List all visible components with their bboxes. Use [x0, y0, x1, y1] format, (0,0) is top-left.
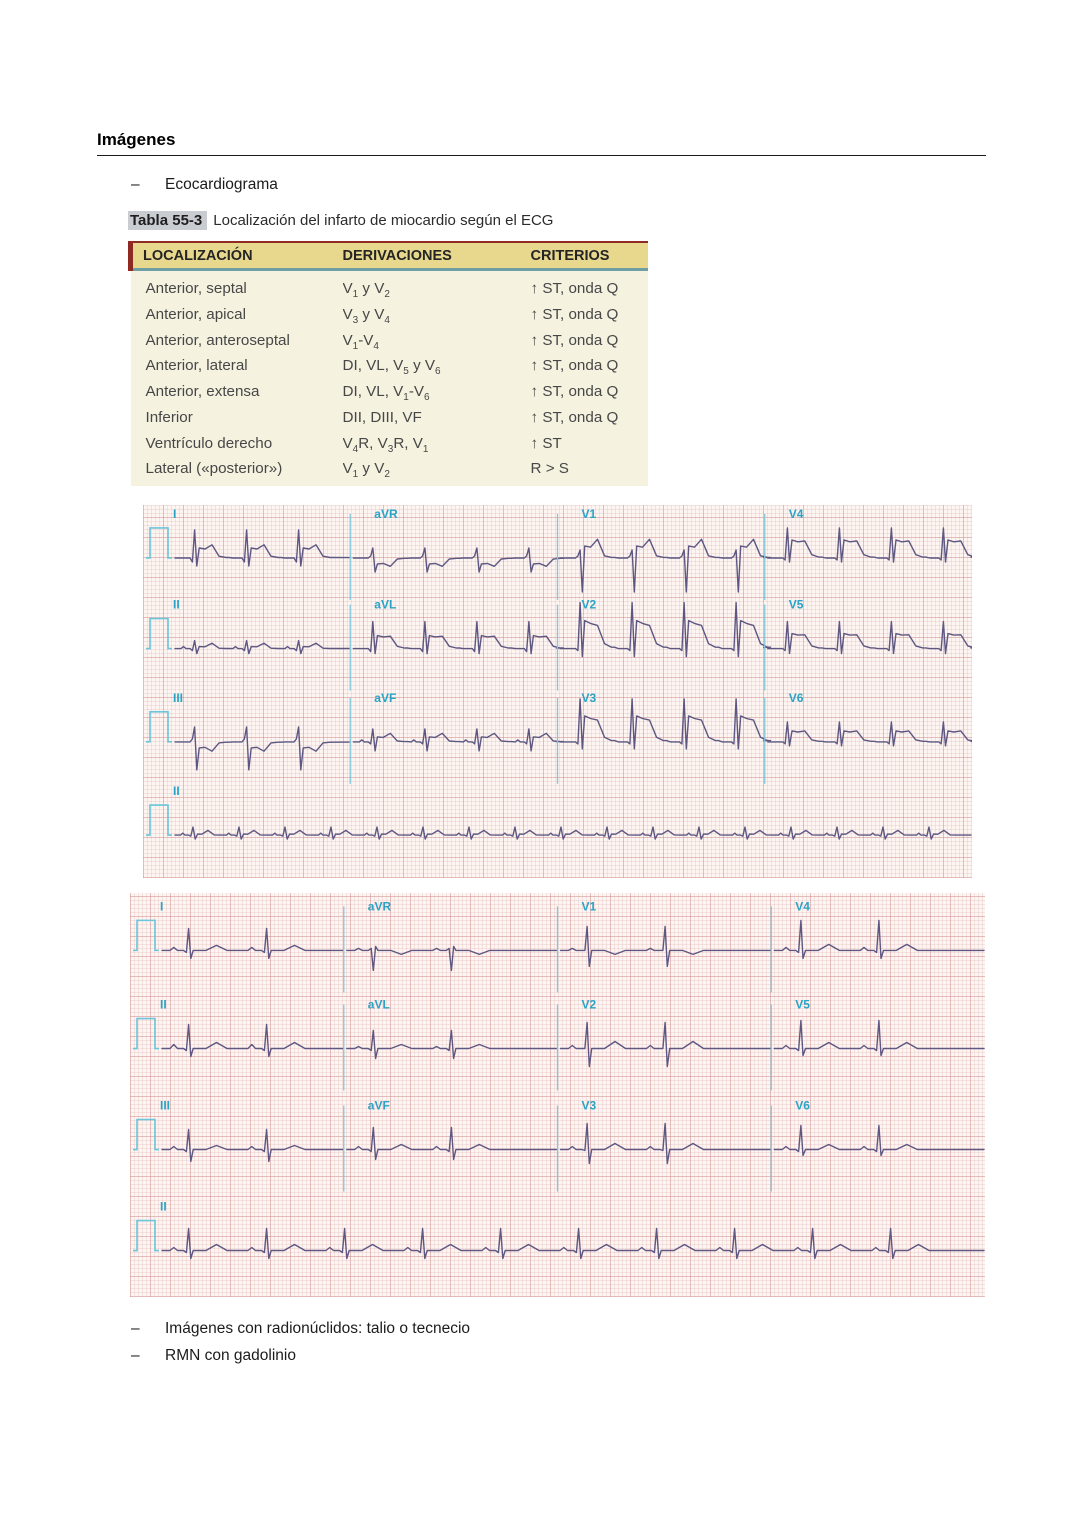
ecg-waveform-trace	[175, 827, 971, 839]
ecg-lead-label: V3	[581, 1098, 597, 1113]
table-cell: Anterior, extensa	[145, 383, 260, 401]
column-header-criterios: CRITERIOS	[531, 242, 648, 270]
ecg-lead-label: II	[173, 784, 180, 799]
list-item-label: RMN con gadolinio	[165, 1347, 296, 1364]
ecg-lead-label: II	[160, 997, 167, 1012]
ecg-waveform-trace	[768, 722, 972, 746]
ecg-waveform-trace	[347, 946, 557, 970]
table-caption	[128, 212, 553, 229]
ecg-lead-label: V5	[788, 597, 804, 612]
table-cell: $V_3$ y $V_4$	[342, 305, 390, 326]
ecg-waveform-trace	[347, 1031, 557, 1059]
table-cell: $V_4R$, $V_3R$, $V_1$	[342, 434, 429, 455]
table-cell: ↑ ST, onda Q	[530, 383, 619, 401]
ecg-waveform-trace	[561, 926, 771, 966]
table-cell: $V_1-V_4$	[342, 331, 379, 352]
ecg-lead-label: V4	[788, 507, 804, 521]
ecg-lead-label: I	[173, 507, 177, 521]
ecg-calibration-pulse	[133, 1221, 159, 1251]
list-item-label: Ecocardiograma	[165, 176, 278, 193]
table-header-row	[131, 242, 648, 270]
ecg-lead-label: III	[160, 1098, 171, 1113]
bullet-dash: –	[131, 1320, 140, 1337]
ecg-waveform-trace	[774, 1021, 984, 1056]
ecg-lead-label: I	[160, 899, 164, 914]
ecg-waveform-trace	[768, 528, 972, 562]
ecg-waveform-trace	[561, 1023, 771, 1067]
ecg-waveform-trace	[162, 928, 343, 958]
ecg-normal-traces	[130, 893, 985, 1297]
ecg-waveform-trace	[347, 1128, 557, 1160]
ecg-waveform-trace	[162, 1025, 343, 1057]
ecg-lead-label: V3	[581, 690, 597, 705]
ecg-calibration-pulse	[133, 1019, 159, 1049]
bullet-dash: –	[131, 1347, 140, 1364]
table-cell: $V_1$ y $V_2$	[342, 460, 390, 481]
ecg-lead-label: aVF	[367, 1098, 390, 1113]
column-header-derivaciones: DERIVACIONES	[343, 242, 531, 270]
ecg-lead-label: aVF	[374, 690, 397, 705]
table-cell: ↑ ST, onda Q	[530, 331, 619, 349]
ecg-lead-label: V2	[581, 597, 597, 612]
ecg-waveform-trace	[353, 622, 563, 654]
ecg-waveform-trace	[561, 539, 771, 592]
ecg-calibration-pulse	[146, 712, 172, 742]
table-cell: Anterior, anteroseptal	[145, 331, 290, 349]
ecg-waveform-trace	[175, 727, 349, 770]
table-cell: R > S	[530, 460, 569, 478]
ecg-waveform-trace	[175, 641, 349, 654]
page-title: Imágenes	[97, 130, 176, 149]
table-row	[131, 456, 648, 487]
ecg-lead-label: aVL	[374, 597, 397, 612]
table-cell: Anterior, septal	[145, 280, 247, 297]
ecg-calibration-pulse	[133, 920, 159, 950]
ecg-stemi-traces	[143, 505, 972, 878]
infarct-localization-table	[128, 241, 648, 486]
ecg-calibration-pulse	[146, 619, 172, 649]
table-cell: $V_1$ y $V_2$	[342, 280, 390, 301]
ecg-waveform-trace	[162, 1130, 343, 1162]
table-body	[131, 270, 648, 487]
list-item-rmn	[131, 1347, 296, 1365]
ecg-calibration-pulse	[133, 1120, 159, 1150]
table-cell: ↑ ST, onda Q	[530, 305, 619, 323]
ecg-lead-label: V5	[795, 997, 810, 1012]
table-cell: DII, DIII, VF	[342, 408, 422, 426]
ecg-lead-label: V4	[795, 899, 810, 914]
table-cell: Ventrículo derecho	[145, 434, 273, 452]
ecg-waveform-trace	[774, 920, 984, 958]
ecg-lead-label: V6	[795, 1098, 810, 1113]
ecg-lead-label: II	[160, 1199, 167, 1214]
ecg-waveform-trace	[774, 1126, 984, 1156]
list-item-label: Imágenes con radionúclidos: talio o tecnecio	[165, 1320, 471, 1337]
table-cell: ↑ ST	[530, 434, 562, 452]
table-row	[131, 379, 648, 405]
ecg-calibration-pulse	[146, 528, 172, 558]
ecg-image-normal	[130, 893, 985, 1297]
ecg-lead-label: V2	[581, 997, 597, 1012]
table-row	[131, 430, 648, 456]
ecg-waveform-trace	[768, 622, 972, 654]
table-number-tag: Tabla 55-3	[128, 211, 207, 230]
ecg-lead-label: aVL	[367, 997, 390, 1012]
table-row	[131, 301, 648, 327]
ecg-calibration-pulse	[146, 805, 172, 835]
column-header-localizacion: LOCALIZACIÓN	[131, 242, 343, 270]
ecg-lead-label: V6	[788, 690, 804, 705]
table-cell: Anterior, lateral	[145, 357, 248, 375]
list-item-ecocardiograma	[131, 176, 278, 194]
ecg-image-stemi	[143, 505, 972, 878]
ecg-waveform-trace	[175, 530, 349, 566]
table-cell: Anterior, apical	[145, 305, 246, 323]
table-row	[131, 353, 648, 379]
table-row	[131, 404, 648, 430]
table-cell: ↑ ST, onda Q	[530, 280, 619, 297]
ecg-waveform-trace	[353, 548, 563, 572]
table-cell: ↑ ST, onda Q	[530, 357, 619, 375]
ecg-waveform-trace	[162, 1229, 984, 1259]
ecg-lead-label: aVR	[367, 899, 392, 914]
heading-underline	[97, 155, 986, 156]
table-cell: DI, VL, $V_5$ y $V_6$	[342, 357, 441, 378]
list-item-radionuclidos	[131, 1320, 470, 1338]
table-cell: DI, VL, $V_1-V_6$	[342, 383, 430, 404]
table-cell: Inferior	[145, 408, 193, 426]
ecg-waveform-trace	[353, 729, 563, 751]
table-row	[131, 270, 648, 302]
table-caption-text: Localización del infarto de miocardio según el ECG	[213, 212, 554, 229]
ecg-lead-label: V1	[581, 899, 597, 914]
table-row	[131, 327, 648, 353]
ecg-waveform-trace	[561, 699, 771, 749]
ecg-lead-label: aVR	[374, 507, 398, 521]
bullet-dash: –	[131, 176, 140, 193]
ecg-lead-label: III	[173, 690, 184, 705]
ecg-waveform-trace	[561, 1124, 771, 1164]
table-cell: Lateral («posterior»)	[145, 460, 283, 478]
ecg-lead-label: V1	[581, 507, 597, 521]
ecg-lead-label: II	[173, 597, 180, 612]
table-cell: ↑ ST, onda Q	[530, 408, 619, 426]
